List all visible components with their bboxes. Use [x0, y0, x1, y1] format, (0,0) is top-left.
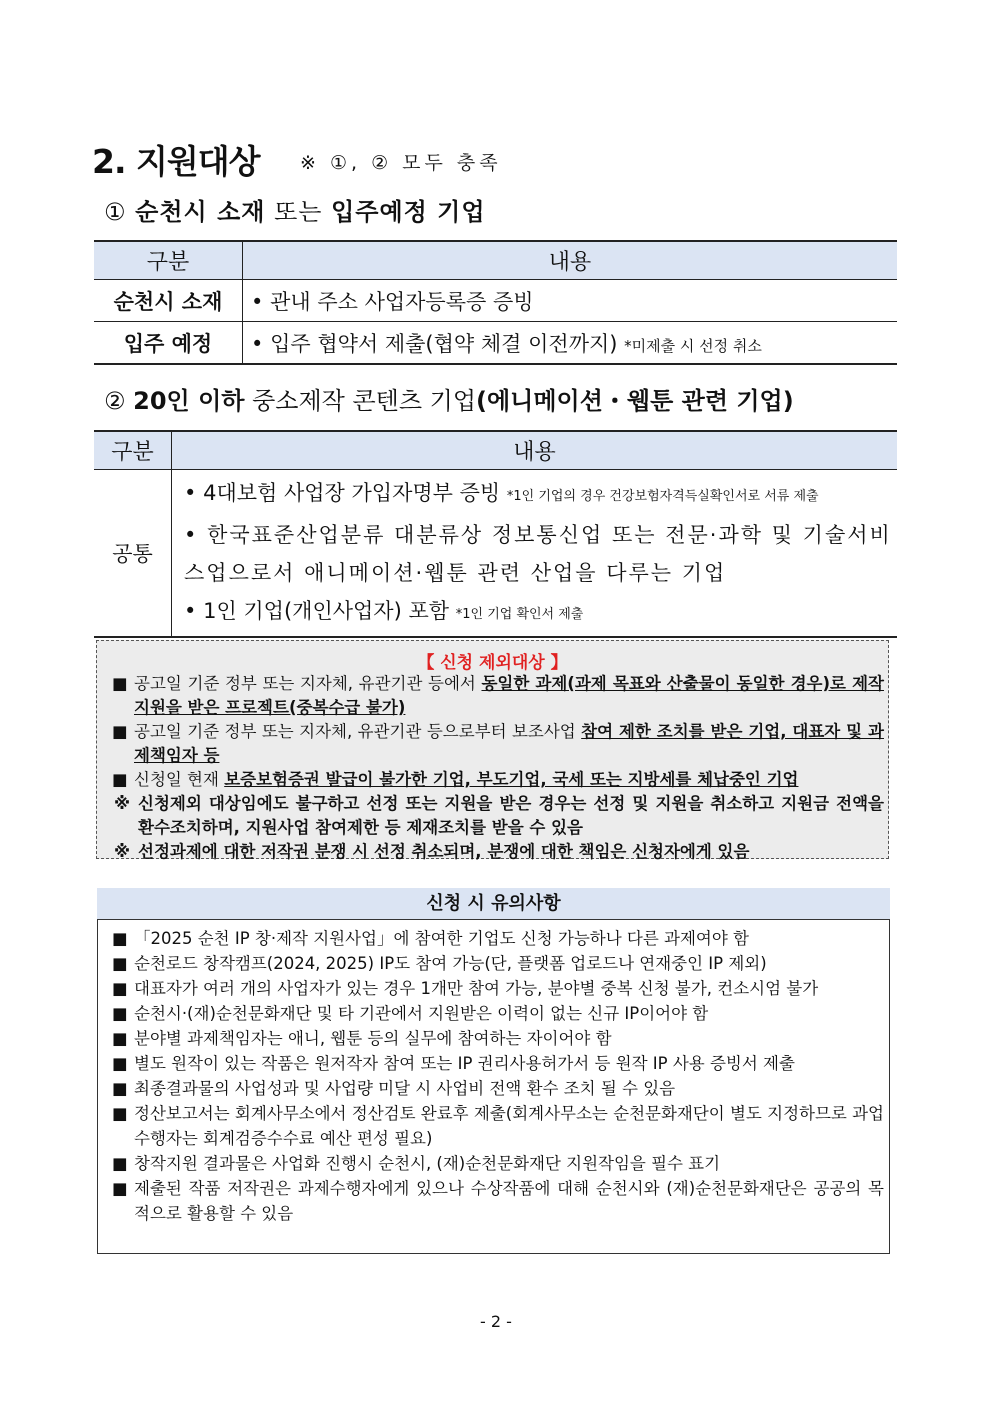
subheading-2-text-a: 20인 이하	[133, 387, 245, 415]
subheading-2	[104, 381, 794, 416]
subheading-1-text-b: 또는	[274, 198, 323, 226]
item-text: 정산보고서는 회계사무소에서 정산검토 완료후 제출(회계사무소는 순천문화재단이 별도 지정하므로 과업수행자는 회계검증수수료 예산 편성 필요)	[134, 1104, 884, 1148]
square-bullet-icon: ■	[112, 929, 128, 948]
table-header-content: 내용	[172, 431, 898, 470]
row-content	[243, 322, 898, 365]
exclusion-list	[108, 672, 884, 864]
subheading-1-text-c: 입주예정 기업	[331, 198, 486, 226]
item-text: 한국표준산업분류 대분류상 정보통신업 또는 전문·과학 및 기술서비스업으로서 애니메이션·웹툰 관련 산업을 다루는 기업	[184, 523, 892, 585]
notice-list	[108, 926, 884, 1226]
row-label: 공통	[94, 470, 172, 638]
list-item	[108, 1001, 884, 1026]
bullet: •	[184, 523, 199, 547]
item-text: 공고일 기준 정부 또는 지자체, 유관기관 등에서	[134, 674, 482, 693]
list-item	[108, 1026, 884, 1051]
square-bullet-icon: ■	[112, 1029, 128, 1048]
item-text: 창작지원 결과물은 사업화 진행시 순천시, (재)순천문화재단 지원작임을 필수 표기	[134, 1154, 721, 1173]
list-item	[108, 1151, 884, 1176]
square-bullet-icon: ■	[112, 1079, 128, 1098]
square-bullet-icon: ■	[112, 1104, 128, 1123]
subheading-2-text-b: 중소제작 콘텐츠 기업	[252, 387, 477, 415]
square-bullet-icon: ■	[112, 979, 128, 998]
row-content	[172, 470, 898, 638]
list-item	[108, 720, 884, 768]
list-item	[108, 1076, 884, 1101]
table-row	[94, 280, 897, 322]
item-text: 순천시·(재)순천문화재단 및 타 기관에서 지원받은 이력이 없는 신규 IP이어야 함	[134, 1004, 709, 1023]
bullet: •	[184, 481, 197, 505]
table-header-row	[94, 241, 897, 280]
row-label: 순천시 소재	[94, 280, 243, 322]
section-note: ※ ①, ② 모두 충족	[300, 152, 502, 174]
row-content	[243, 280, 898, 322]
subheading-2-text-c: (에니메이션・웹툰 관련 기업)	[476, 387, 794, 415]
exclusion-note	[108, 840, 884, 864]
item-text: 4대보험 사업장 가입자명부 증빙	[203, 481, 501, 505]
list-item	[108, 672, 884, 720]
list-item	[108, 1176, 884, 1226]
table-header-row	[94, 431, 897, 470]
item-text: 「2025 순천 IP 창·제작 지원사업」에 참여한 기업도 신청 가능하나 다른 과제여야 함	[134, 929, 749, 948]
list-item	[184, 474, 897, 516]
square-bullet-icon: ■	[112, 674, 128, 693]
list-item	[108, 976, 884, 1001]
exclusion-note	[108, 792, 884, 840]
section-title: 2. 지원대상	[92, 142, 260, 181]
square-bullet-icon: ■	[112, 954, 128, 973]
item-text: 분야별 과제책임자는 애니, 웹툰 등의 실무에 참여하는 자이어야 함	[134, 1029, 612, 1048]
page-number: - 2 -	[480, 1312, 512, 1331]
list-item	[108, 1051, 884, 1076]
square-bullet-icon: ■	[112, 1179, 128, 1198]
row-label: 입주 예정	[94, 322, 243, 365]
table-header-content: 내용	[243, 241, 898, 280]
item-text: 1인 기업(개인사업자) 포함	[203, 599, 450, 623]
reference-mark-icon: ※	[114, 794, 131, 813]
square-bullet-icon: ■	[112, 1004, 128, 1023]
item-text: 공고일 기준 정부 또는 지자체, 유관기관 등으로부터 보조사업	[134, 722, 582, 741]
reference-mark-icon: ※	[114, 842, 131, 861]
row-note: *미제출 시 선정 취소	[624, 336, 762, 355]
item-text: 순천로드 창작캠프(2024, 2025) IP도 참여 가능(단, 플랫폼 업로드나 연재중인 IP 제외)	[134, 954, 767, 973]
item-text: 최종결과물의 사업성과 및 사업량 미달 시 사업비 전액 환수 조치 될 수 있음	[134, 1079, 676, 1098]
item-emphasis: 참여 제한 조치를 받은 기업, 대표자 및 과제책임자 등	[134, 722, 884, 765]
list-item	[108, 926, 884, 951]
item-emphasis: 동일한 과제(과제 목표와 산출물이 동일한 경우)로 제작지원을 받은 프로젝트(중복수급 불가)	[134, 674, 884, 717]
list-item	[108, 951, 884, 976]
subheading-1-number: ①	[104, 198, 127, 226]
item-note: *1인 기업 확인서 제출	[455, 607, 584, 622]
table-header-category: 구분	[94, 431, 172, 470]
list-item	[108, 768, 884, 792]
exclusion-title: 【 신청 제외대상 】	[417, 653, 568, 673]
list-item	[184, 592, 897, 634]
location-table	[94, 240, 897, 365]
item-emphasis: 보증보험증권 발급이 불가한 기업, 부도기업, 국세 또는 지방세를 체납중인 기업	[224, 770, 799, 789]
table-header-category: 구분	[94, 241, 243, 280]
bullet: •	[251, 289, 264, 314]
table-row	[94, 470, 897, 638]
row-text: 관내 주소 사업자등록증 증빙	[270, 289, 534, 314]
square-bullet-icon: ■	[112, 770, 128, 789]
item-text: 제출된 작품 저작권은 과제수행자에게 있으나 수상작품에 대해 순천시와 (재)순천문화재단은 공공의 목적으로 활용할 수 있음	[134, 1179, 884, 1223]
square-bullet-icon: ■	[112, 722, 128, 741]
subheading-1-text-a: 순천시 소재	[135, 198, 266, 226]
table-row	[94, 322, 897, 365]
list-item	[108, 1101, 884, 1151]
item-note: *1인 기업의 경우 건강보험자격득실확인서로 서류 제출	[506, 489, 819, 504]
common-requirements-table	[94, 430, 897, 638]
item-text: 대표자가 여러 개의 사업자가 있는 경우 1개만 참여 가능, 분야별 중복 신청 불가, 컨소시엄 불가	[134, 979, 819, 998]
subheading-2-number: ②	[104, 387, 126, 415]
subheading-1	[104, 192, 486, 227]
item-text: 별도 원작이 있는 작품은 원저작자 참여 또는 IP 권리사용허가서 등 원작 IP 사용 증빙서 제출	[134, 1054, 795, 1073]
square-bullet-icon: ■	[112, 1154, 128, 1173]
list-item	[184, 516, 897, 592]
row-text: 입주 협약서 제출(협약 체결 이전까지)	[270, 331, 618, 356]
square-bullet-icon: ■	[112, 1054, 128, 1073]
note-text: 신청제외 대상임에도 불구하고 선정 또는 지원을 받은 경우는 선정 및 지원을 취소하고 지원금 전액을 환수조치하며, 지원사업 참여제한 등 제재조치를 받을 수 있음	[138, 794, 884, 837]
notice-title: 신청 시 유의사항	[97, 888, 890, 920]
item-text: 신청일 현재	[134, 770, 225, 789]
bullet: •	[251, 331, 264, 356]
note-text: 선정과제에 대한 저작권 분쟁 시 선정 취소되며, 분쟁에 대한 책임은 신청자에게 있음	[138, 842, 750, 861]
bullet: •	[184, 599, 197, 623]
